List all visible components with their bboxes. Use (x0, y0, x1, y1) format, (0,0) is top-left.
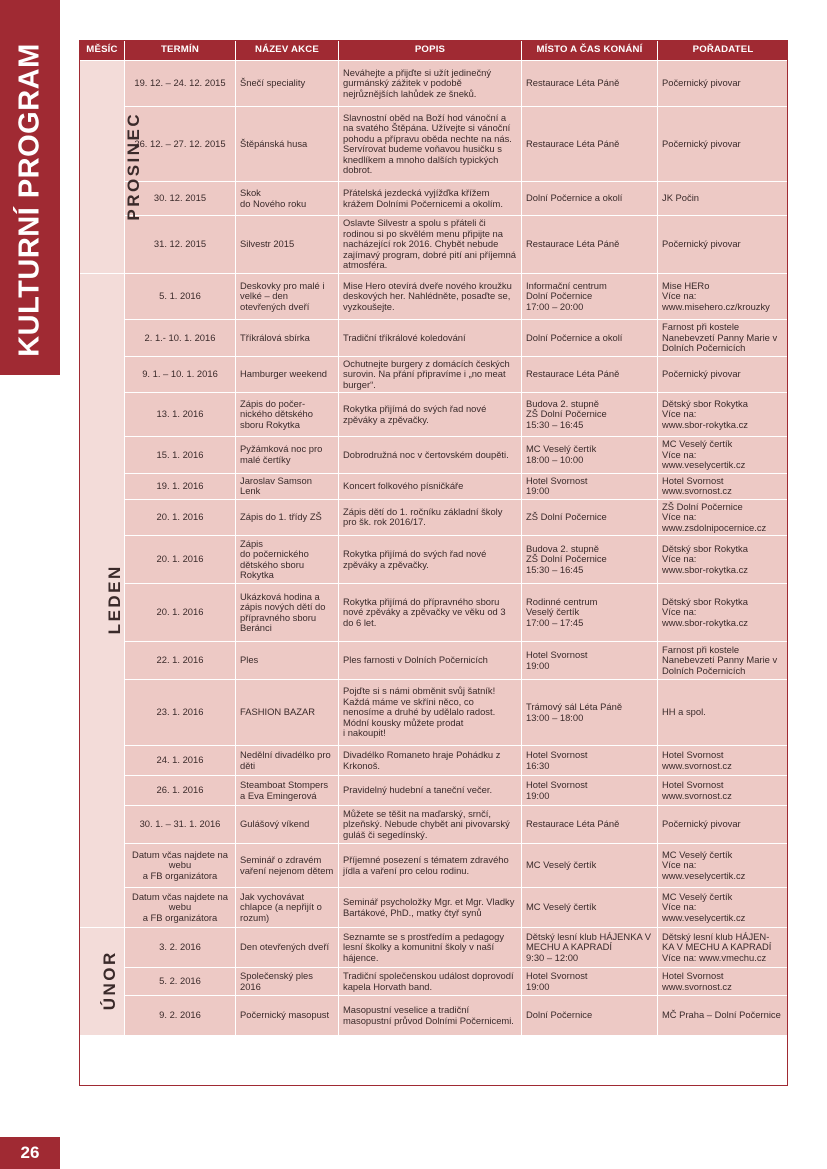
table-row (80, 320, 789, 357)
event-place: Dětský lesní klub HÁJENKA V MECHU A KAPRADÍ 9:30 – 12:00 (522, 928, 658, 968)
column-header-description: POPIS (339, 41, 522, 61)
month-cell (80, 928, 125, 1036)
event-date: 30. 12. 2015 (125, 182, 236, 216)
event-date: 20. 1. 2016 (125, 536, 236, 584)
event-date: 24. 1. 2016 (125, 746, 236, 776)
column-header-date: TERMÍN (125, 41, 236, 61)
event-date: 15. 1. 2016 (125, 437, 236, 474)
event-date: 20. 1. 2016 (125, 584, 236, 642)
event-place: Hotel Svornost 19:00 (522, 776, 658, 806)
event-description: Seminář psycholožky Mgr. et Mgr. Vladky Bartákové, PhD., matky čtyř synů (339, 888, 522, 928)
event-description: Neváhejte a přijďte si užít jedinečný gurmánský zážitek v podobě nejrůznějších lahůdek ze šneků. (339, 61, 522, 107)
month-label: LEDEN (104, 564, 124, 635)
side-title: KULTURNÍ PROGRAM (13, 43, 46, 357)
event-description: Rokytka přijímá do svých řad nové zpěváky a zpěvačky. (339, 536, 522, 584)
event-date: 22. 1. 2016 (125, 642, 236, 680)
table-row (80, 584, 789, 642)
event-name: Deskovky pro malé i velké – den otevřených dveří (236, 274, 339, 320)
event-name: Zápis do počernického dětského sboru Rokytka (236, 536, 339, 584)
event-description: Tradiční tříkrálové koledování (339, 320, 522, 357)
event-description: Přátelská jezdecká vyjížďka křížem krážem Dolními Počernicemi a okolím. (339, 182, 522, 216)
event-description: Rokytka přijímá do přípravného sboru nové zpěváky a zpěvačky ve věku od 3 do 6 let. (339, 584, 522, 642)
event-description: Koncert folkového písničkáře (339, 473, 522, 499)
event-organizer: Hotel Svornost www.svornost.cz (658, 473, 789, 499)
event-organizer: Hotel Svornost www.svornost.cz (658, 776, 789, 806)
event-place: Hotel Svornost 16:30 (522, 746, 658, 776)
table-row (80, 806, 789, 844)
event-name: Pyžámková noc pro malé čertíky (236, 437, 339, 474)
event-date: 19. 12. – 24. 12. 2015 (125, 61, 236, 107)
event-description: Tradiční společenskou událost doprovodí kapela Horvath band. (339, 968, 522, 996)
event-description: Ochutnejte burgery z domácích českých surovin. Na přání připravíme i „no meat burger“. (339, 356, 522, 393)
event-organizer: Počernický pivovar (658, 107, 789, 182)
event-name: Zápis do 1. třídy ZŠ (236, 499, 339, 536)
month-cell (80, 61, 144, 274)
event-description: Zápis dětí do 1. ročníku základní školy pro šk. rok 2016/17. (339, 499, 522, 536)
event-date: 30. 1. – 31. 1. 2016 (125, 806, 236, 844)
event-description: Dobrodružná noc v čertovském doupěti. (339, 437, 522, 474)
event-description: Ples farnosti v Dolních Počernicích (339, 642, 522, 680)
event-description: Oslavte Silvestr a spolu s přáteli či rodinou si po skvělém menu připijte na nacházející rok 2016. Chybět nebude zajímavý program, dobré pití ani příjemná atmosféra. (339, 216, 522, 274)
event-organizer: HH a spol. (658, 680, 789, 746)
event-date: Datum včas najdete na webu a FB organizátora (125, 888, 236, 928)
event-name: Nedělní divadélko pro děti (236, 746, 339, 776)
event-name: Den otevřených dveří (236, 928, 339, 968)
event-date: 3. 2. 2016 (125, 928, 236, 968)
event-place: Dolní Počernice a okolí (522, 320, 658, 357)
event-description: Rokytka přijímá do svých řad nové zpěváky a zpěvačky. (339, 393, 522, 437)
table-row (80, 356, 789, 393)
event-organizer: MČ Praha – Dolní Počernice (658, 996, 789, 1036)
event-description: Pojďte si s námi obměnit svůj šatník! Každá máme ve skříni něco, co nenosíme a druhé by udělalo radost. Módní kousky můžete prodat i nakoupit! (339, 680, 522, 746)
event-date: Datum včas najdete na webu a FB organizátora (125, 844, 236, 888)
event-organizer: Dětský lesní klub HÁJEN- KA V MECHU A KAPRADÍ Více na: www.vmechu.cz (658, 928, 789, 968)
event-name: Ukázková hodina a zápis nových dětí do přípravného sboru Beránci (236, 584, 339, 642)
event-date: 9. 1. – 10. 1. 2016 (125, 356, 236, 393)
event-place: MC Veselý čertík (522, 888, 658, 928)
event-date: 20. 1. 2016 (125, 499, 236, 536)
event-place: Budova 2. stupně ZŠ Dolní Počernice 15:30 – 16:45 (522, 536, 658, 584)
table-row (80, 536, 789, 584)
event-organizer: Mise HERo Více na: www.misehero.cz/krouzky (658, 274, 789, 320)
table-header-row (80, 41, 789, 61)
month-label: ÚNOR (99, 950, 119, 1011)
event-organizer: Hotel Svornost www.svornost.cz (658, 968, 789, 996)
event-name: Skok do Nového roku (236, 182, 339, 216)
table-row (80, 216, 789, 274)
event-organizer: ZŠ Dolní Počernice Více na: www.zsdolnipocernice.cz (658, 499, 789, 536)
event-name: Hamburger weekend (236, 356, 339, 393)
table-row (80, 888, 789, 928)
event-organizer: Dětský sbor Rokytka Více na: www.sbor-rokytka.cz (658, 536, 789, 584)
event-place: Hotel Svornost 19:00 (522, 642, 658, 680)
event-name: Zápis do počer- nického dětského sboru Rokytka (236, 393, 339, 437)
event-name: Počernický masopust (236, 996, 339, 1036)
month-cell (80, 274, 125, 928)
event-date: 19. 1. 2016 (125, 473, 236, 499)
event-date: 31. 12. 2015 (125, 216, 236, 274)
event-organizer: MC Veselý čertík Více na: www.veselycertik.cz (658, 844, 789, 888)
event-name: Steamboat Stompers a Eva Emingerová (236, 776, 339, 806)
table-body (80, 61, 789, 1036)
table-row (80, 182, 789, 216)
side-banner (0, 0, 60, 375)
table-row (80, 499, 789, 536)
event-place: Hotel Svornost 19:00 (522, 968, 658, 996)
event-date: 26. 1. 2016 (125, 776, 236, 806)
table-row (80, 968, 789, 996)
event-name: Seminář o zdravém vaření nejenom dětem (236, 844, 339, 888)
table-row (80, 107, 789, 182)
page-number: 26 (0, 1137, 60, 1169)
column-header-organizer: POŘADATEL (658, 41, 789, 61)
event-description: Divadélko Romaneto hraje Pohádku z Krkonoš. (339, 746, 522, 776)
event-place: ZŠ Dolní Počernice (522, 499, 658, 536)
event-name: Tříkrálová sbírka (236, 320, 339, 357)
event-place: Hotel Svornost 19:00 (522, 473, 658, 499)
table-row (80, 437, 789, 474)
table-row (80, 61, 789, 107)
event-date: 23. 1. 2016 (125, 680, 236, 746)
event-organizer: MC Veselý čertík Více na: www.veselycertik.cz (658, 888, 789, 928)
event-place: Rodinné centrum Veselý čertík 17:00 – 17:45 (522, 584, 658, 642)
event-place: Restaurace Léta Páně (522, 356, 658, 393)
event-date: 5. 2. 2016 (125, 968, 236, 996)
event-place: Restaurace Léta Páně (522, 216, 658, 274)
event-place: Restaurace Léta Páně (522, 806, 658, 844)
event-date: 2. 1.- 10. 1. 2016 (125, 320, 236, 357)
table-row (80, 746, 789, 776)
event-place: Trámový sál Léta Páně 13:00 – 18:00 (522, 680, 658, 746)
column-header-name: NÁZEV AKCE (236, 41, 339, 61)
event-date: 13. 1. 2016 (125, 393, 236, 437)
table-row (80, 680, 789, 746)
event-place: Budova 2. stupně ZŠ Dolní Počernice 15:30 – 16:45 (522, 393, 658, 437)
event-organizer: Dětský sbor Rokytka Více na: www.sbor-rokytka.cz (658, 393, 789, 437)
event-name: Šnečí speciality (236, 61, 339, 107)
event-place: Informační centrum Dolní Počernice 17:00 – 20:00 (522, 274, 658, 320)
event-organizer: Počernický pivovar (658, 356, 789, 393)
table-row (80, 844, 789, 888)
event-place: MC Veselý čertík 18:00 – 10:00 (522, 437, 658, 474)
event-organizer: Počernický pivovar (658, 216, 789, 274)
event-description: Pravidelný hudební a taneční večer. (339, 776, 522, 806)
event-description: Masopustní veselice a tradiční masopustní průvod Dolními Počernicemi. (339, 996, 522, 1036)
table-row (80, 473, 789, 499)
event-description: Můžete se těšit na maďarský, srnčí, plzeňský. Nebude chybět ani pivovarský guláš či segedínský. (339, 806, 522, 844)
table-row (80, 928, 789, 968)
table-row (80, 393, 789, 437)
event-place: Restaurace Léta Páně (522, 61, 658, 107)
column-header-month: MĚSÍC (80, 41, 125, 61)
event-description: Seznamte se s prostředím a pedagogy lesní školky a komunitní školy v naší hájence. (339, 928, 522, 968)
table-row (80, 776, 789, 806)
table-row (80, 274, 789, 320)
event-organizer: Hotel Svornost www.svornost.cz (658, 746, 789, 776)
event-organizer: Dětský sbor Rokytka Více na: www.sbor-rokytka.cz (658, 584, 789, 642)
event-name: Ples (236, 642, 339, 680)
event-place: MC Veselý čertík (522, 844, 658, 888)
event-place: Restaurace Léta Páně (522, 107, 658, 182)
event-name: Gulášový víkend (236, 806, 339, 844)
event-place: Dolní Počernice (522, 996, 658, 1036)
event-place: Dolní Počernice a okolí (522, 182, 658, 216)
event-name: Silvestr 2015 (236, 216, 339, 274)
event-name: Jaroslav Samson Lenk (236, 473, 339, 499)
event-organizer: MC Veselý čertík Více na: www.veselycertik.cz (658, 437, 789, 474)
event-name: Štěpánská husa (236, 107, 339, 182)
event-date: 5. 1. 2016 (125, 274, 236, 320)
table-row (80, 642, 789, 680)
event-organizer: Počernický pivovar (658, 61, 789, 107)
table-row (80, 996, 789, 1036)
month-label: PROSINEC (124, 111, 144, 221)
column-header-place: MÍSTO A ČAS KONÁNÍ (522, 41, 658, 61)
event-date: 9. 2. 2016 (125, 996, 236, 1036)
event-organizer: Farnost při kostele Nanebevzetí Panny Marie v Dolních Počernicích (658, 642, 789, 680)
event-date: 26. 12. – 27. 12. 2015 (125, 107, 236, 182)
event-description: Příjemné posezení s tématem zdravého jídla a vaření pro celou rodinu. (339, 844, 522, 888)
event-name: FASHION BAZAR (236, 680, 339, 746)
event-organizer: Počernický pivovar (658, 806, 789, 844)
event-name: Jak vychovávat chlapce (a nepřijít o rozum) (236, 888, 339, 928)
event-organizer: JK Počin (658, 182, 789, 216)
event-description: Mise Hero otevírá dveře nového kroužku deskových her. Nahlédněte, posaďte se, vyzkoušejte. (339, 274, 522, 320)
event-description: Slavnostní oběd na Boží hod vánoční a na svatého Štěpána. Užívejte si vánoční pohodu a přípravu oběda nechte na nás. Servírovat budeme voňavou husičku s knedlíkem a mnoho dalších typických dobrot. (339, 107, 522, 182)
event-organizer: Farnost při kostele Nanebevzetí Panny Marie v Dolních Počernicích (658, 320, 789, 357)
event-name: Společenský ples 2016 (236, 968, 339, 996)
program-table (79, 40, 789, 1036)
